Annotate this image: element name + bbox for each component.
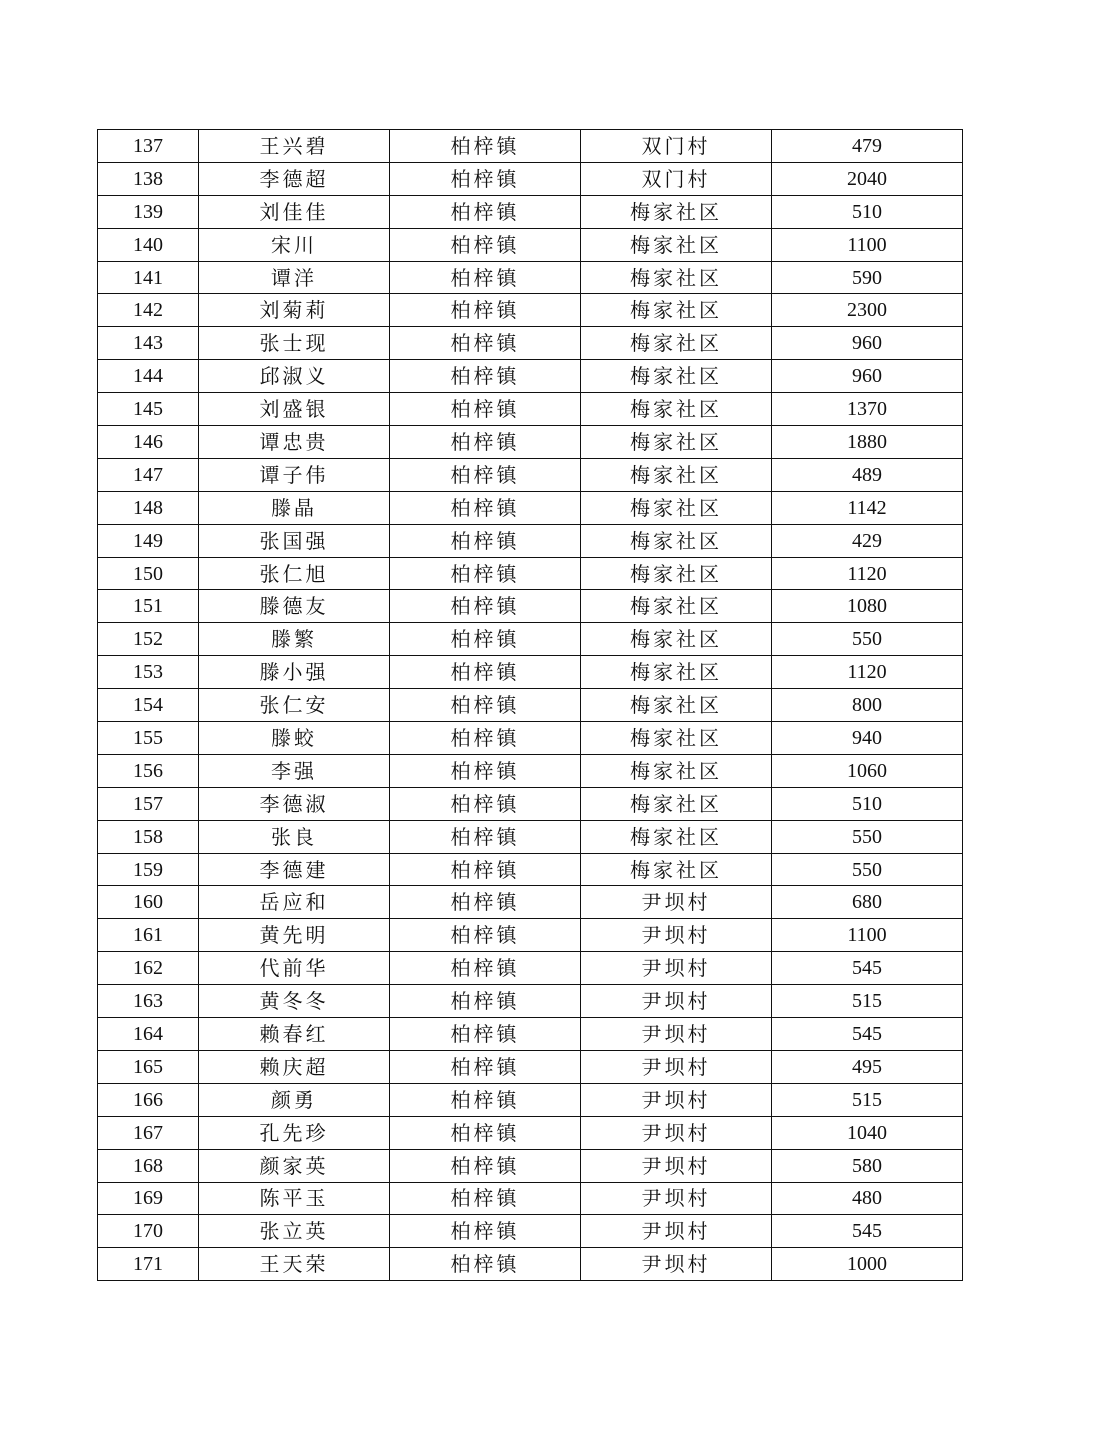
name-cell: 张仁旭	[199, 557, 390, 590]
town-cell: 柏梓镇	[390, 1018, 581, 1051]
name-cell: 谭子伟	[199, 458, 390, 491]
town-cell: 柏梓镇	[390, 623, 581, 656]
town-cell: 柏梓镇	[390, 360, 581, 393]
row-number-cell: 160	[98, 886, 199, 919]
village-cell: 尹坝村	[581, 1083, 772, 1116]
amount-cell: 479	[772, 130, 963, 163]
table-row	[98, 524, 963, 557]
row-number-cell: 158	[98, 820, 199, 853]
table-row	[98, 656, 963, 689]
village-cell: 梅家社区	[581, 195, 772, 228]
row-number-cell: 149	[98, 524, 199, 557]
row-number-cell: 144	[98, 360, 199, 393]
row-number-cell: 161	[98, 919, 199, 952]
amount-cell: 489	[772, 458, 963, 491]
town-cell: 柏梓镇	[390, 557, 581, 590]
name-cell: 张国强	[199, 524, 390, 557]
village-cell: 梅家社区	[581, 491, 772, 524]
table-row	[98, 754, 963, 787]
name-cell: 赖春红	[199, 1018, 390, 1051]
village-cell: 尹坝村	[581, 919, 772, 952]
row-number-cell: 169	[98, 1182, 199, 1215]
name-cell: 黄冬冬	[199, 985, 390, 1018]
town-cell: 柏梓镇	[390, 820, 581, 853]
town-cell: 柏梓镇	[390, 524, 581, 557]
village-cell: 尹坝村	[581, 1116, 772, 1149]
name-cell: 王兴碧	[199, 130, 390, 163]
row-number-cell: 146	[98, 426, 199, 459]
table-row	[98, 722, 963, 755]
table-row	[98, 1248, 963, 1281]
town-cell: 柏梓镇	[390, 294, 581, 327]
amount-cell: 550	[772, 623, 963, 656]
table-row	[98, 393, 963, 426]
records-table-body	[98, 130, 963, 1281]
name-cell: 张士现	[199, 327, 390, 360]
table-row	[98, 952, 963, 985]
amount-cell: 1370	[772, 393, 963, 426]
village-cell: 尹坝村	[581, 1018, 772, 1051]
town-cell: 柏梓镇	[390, 787, 581, 820]
row-number-cell: 152	[98, 623, 199, 656]
row-number-cell: 147	[98, 458, 199, 491]
table-row	[98, 130, 963, 163]
table-row	[98, 1215, 963, 1248]
row-number-cell: 138	[98, 162, 199, 195]
town-cell: 柏梓镇	[390, 426, 581, 459]
table-row	[98, 261, 963, 294]
table-row	[98, 491, 963, 524]
town-cell: 柏梓镇	[390, 130, 581, 163]
amount-cell: 680	[772, 886, 963, 919]
row-number-cell: 139	[98, 195, 199, 228]
town-cell: 柏梓镇	[390, 656, 581, 689]
town-cell: 柏梓镇	[390, 919, 581, 952]
name-cell: 滕蛟	[199, 722, 390, 755]
table-row	[98, 1182, 963, 1215]
town-cell: 柏梓镇	[390, 195, 581, 228]
amount-cell: 1080	[772, 590, 963, 623]
name-cell: 刘佳佳	[199, 195, 390, 228]
table-row	[98, 1083, 963, 1116]
row-number-cell: 151	[98, 590, 199, 623]
town-cell: 柏梓镇	[390, 985, 581, 1018]
town-cell: 柏梓镇	[390, 228, 581, 261]
town-cell: 柏梓镇	[390, 754, 581, 787]
town-cell: 柏梓镇	[390, 722, 581, 755]
village-cell: 梅家社区	[581, 590, 772, 623]
village-cell: 梅家社区	[581, 294, 772, 327]
row-number-cell: 167	[98, 1116, 199, 1149]
village-cell: 梅家社区	[581, 557, 772, 590]
amount-cell: 429	[772, 524, 963, 557]
table-row	[98, 590, 963, 623]
table-row	[98, 1050, 963, 1083]
village-cell: 梅家社区	[581, 228, 772, 261]
row-number-cell: 171	[98, 1248, 199, 1281]
table-row	[98, 1116, 963, 1149]
name-cell: 孔先珍	[199, 1116, 390, 1149]
name-cell: 颜勇	[199, 1083, 390, 1116]
name-cell: 刘菊莉	[199, 294, 390, 327]
village-cell: 梅家社区	[581, 426, 772, 459]
amount-cell: 1100	[772, 228, 963, 261]
name-cell: 颜家英	[199, 1149, 390, 1182]
row-number-cell: 145	[98, 393, 199, 426]
row-number-cell: 154	[98, 689, 199, 722]
row-number-cell: 141	[98, 261, 199, 294]
amount-cell: 1880	[772, 426, 963, 459]
table-row	[98, 853, 963, 886]
village-cell: 尹坝村	[581, 985, 772, 1018]
amount-cell: 545	[772, 952, 963, 985]
table-row	[98, 919, 963, 952]
amount-cell: 800	[772, 689, 963, 722]
amount-cell: 515	[772, 1083, 963, 1116]
amount-cell: 940	[772, 722, 963, 755]
row-number-cell: 165	[98, 1050, 199, 1083]
table-row	[98, 787, 963, 820]
name-cell: 刘盛银	[199, 393, 390, 426]
table-row	[98, 228, 963, 261]
village-cell: 梅家社区	[581, 524, 772, 557]
village-cell: 梅家社区	[581, 754, 772, 787]
name-cell: 代前华	[199, 952, 390, 985]
name-cell: 岳应和	[199, 886, 390, 919]
town-cell: 柏梓镇	[390, 1050, 581, 1083]
table-row	[98, 360, 963, 393]
table-row	[98, 689, 963, 722]
amount-cell: 1120	[772, 656, 963, 689]
village-cell: 梅家社区	[581, 261, 772, 294]
row-number-cell: 163	[98, 985, 199, 1018]
name-cell: 张立英	[199, 1215, 390, 1248]
amount-cell: 1000	[772, 1248, 963, 1281]
village-cell: 尹坝村	[581, 1050, 772, 1083]
village-cell: 尹坝村	[581, 1248, 772, 1281]
name-cell: 滕德友	[199, 590, 390, 623]
village-cell: 梅家社区	[581, 689, 772, 722]
records-table	[97, 129, 963, 1281]
town-cell: 柏梓镇	[390, 162, 581, 195]
village-cell: 双门村	[581, 162, 772, 195]
name-cell: 赖庆超	[199, 1050, 390, 1083]
amount-cell: 960	[772, 327, 963, 360]
village-cell: 梅家社区	[581, 458, 772, 491]
town-cell: 柏梓镇	[390, 393, 581, 426]
amount-cell: 1142	[772, 491, 963, 524]
amount-cell: 960	[772, 360, 963, 393]
amount-cell: 1040	[772, 1116, 963, 1149]
row-number-cell: 137	[98, 130, 199, 163]
village-cell: 梅家社区	[581, 853, 772, 886]
amount-cell: 2040	[772, 162, 963, 195]
amount-cell: 590	[772, 261, 963, 294]
village-cell: 梅家社区	[581, 722, 772, 755]
amount-cell: 495	[772, 1050, 963, 1083]
amount-cell: 580	[772, 1149, 963, 1182]
amount-cell: 480	[772, 1182, 963, 1215]
row-number-cell: 162	[98, 952, 199, 985]
table-row	[98, 162, 963, 195]
table-row	[98, 985, 963, 1018]
village-cell: 尹坝村	[581, 952, 772, 985]
town-cell: 柏梓镇	[390, 1116, 581, 1149]
amount-cell: 550	[772, 820, 963, 853]
village-cell: 双门村	[581, 130, 772, 163]
table-row	[98, 294, 963, 327]
name-cell: 李德超	[199, 162, 390, 195]
amount-cell: 510	[772, 195, 963, 228]
name-cell: 谭洋	[199, 261, 390, 294]
table-row	[98, 195, 963, 228]
town-cell: 柏梓镇	[390, 261, 581, 294]
name-cell: 滕晶	[199, 491, 390, 524]
name-cell: 黄先明	[199, 919, 390, 952]
name-cell: 李强	[199, 754, 390, 787]
table-row	[98, 820, 963, 853]
table-row	[98, 426, 963, 459]
village-cell: 尹坝村	[581, 1182, 772, 1215]
village-cell: 梅家社区	[581, 787, 772, 820]
row-number-cell: 166	[98, 1083, 199, 1116]
name-cell: 张良	[199, 820, 390, 853]
town-cell: 柏梓镇	[390, 886, 581, 919]
row-number-cell: 142	[98, 294, 199, 327]
town-cell: 柏梓镇	[390, 1248, 581, 1281]
name-cell: 王天荣	[199, 1248, 390, 1281]
row-number-cell: 148	[98, 491, 199, 524]
name-cell: 宋川	[199, 228, 390, 261]
row-number-cell: 164	[98, 1018, 199, 1051]
town-cell: 柏梓镇	[390, 1215, 581, 1248]
village-cell: 尹坝村	[581, 1149, 772, 1182]
amount-cell: 550	[772, 853, 963, 886]
row-number-cell: 168	[98, 1149, 199, 1182]
table-row	[98, 557, 963, 590]
amount-cell: 515	[772, 985, 963, 1018]
village-cell: 梅家社区	[581, 393, 772, 426]
row-number-cell: 159	[98, 853, 199, 886]
table-row	[98, 886, 963, 919]
table-row	[98, 623, 963, 656]
row-number-cell: 150	[98, 557, 199, 590]
row-number-cell: 157	[98, 787, 199, 820]
table-row	[98, 1018, 963, 1051]
amount-cell: 545	[772, 1018, 963, 1051]
name-cell: 谭忠贵	[199, 426, 390, 459]
amount-cell: 1060	[772, 754, 963, 787]
name-cell: 陈平玉	[199, 1182, 390, 1215]
amount-cell: 1120	[772, 557, 963, 590]
village-cell: 梅家社区	[581, 623, 772, 656]
town-cell: 柏梓镇	[390, 1083, 581, 1116]
name-cell: 滕繁	[199, 623, 390, 656]
table-row	[98, 327, 963, 360]
amount-cell: 545	[772, 1215, 963, 1248]
town-cell: 柏梓镇	[390, 1149, 581, 1182]
row-number-cell: 170	[98, 1215, 199, 1248]
name-cell: 邱淑义	[199, 360, 390, 393]
village-cell: 梅家社区	[581, 656, 772, 689]
town-cell: 柏梓镇	[390, 853, 581, 886]
town-cell: 柏梓镇	[390, 590, 581, 623]
town-cell: 柏梓镇	[390, 1182, 581, 1215]
table-row	[98, 1149, 963, 1182]
town-cell: 柏梓镇	[390, 327, 581, 360]
town-cell: 柏梓镇	[390, 458, 581, 491]
name-cell: 李德淑	[199, 787, 390, 820]
name-cell: 滕小强	[199, 656, 390, 689]
name-cell: 李德建	[199, 853, 390, 886]
village-cell: 梅家社区	[581, 360, 772, 393]
row-number-cell: 143	[98, 327, 199, 360]
row-number-cell: 155	[98, 722, 199, 755]
village-cell: 尹坝村	[581, 1215, 772, 1248]
town-cell: 柏梓镇	[390, 952, 581, 985]
amount-cell: 1100	[772, 919, 963, 952]
table-row	[98, 458, 963, 491]
row-number-cell: 156	[98, 754, 199, 787]
town-cell: 柏梓镇	[390, 689, 581, 722]
village-cell: 梅家社区	[581, 820, 772, 853]
name-cell: 张仁安	[199, 689, 390, 722]
row-number-cell: 153	[98, 656, 199, 689]
row-number-cell: 140	[98, 228, 199, 261]
town-cell: 柏梓镇	[390, 491, 581, 524]
village-cell: 尹坝村	[581, 886, 772, 919]
amount-cell: 510	[772, 787, 963, 820]
amount-cell: 2300	[772, 294, 963, 327]
village-cell: 梅家社区	[581, 327, 772, 360]
